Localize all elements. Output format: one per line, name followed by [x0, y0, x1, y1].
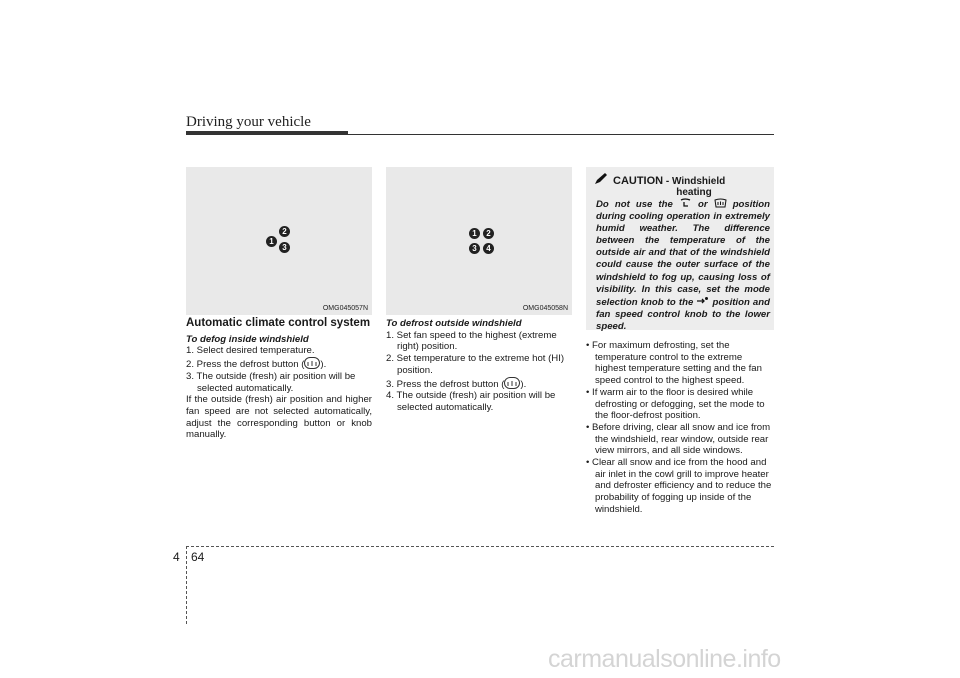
figure-code: OMG045058N	[522, 305, 568, 312]
step-text: 2. Press the defrost button (	[186, 359, 305, 371]
caution-text	[596, 198, 770, 333]
step: 4. The outside (fresh) air position will be selected automatically.	[386, 390, 556, 413]
callout-marker: 3	[469, 243, 480, 254]
step: 2. Set temperature to the extreme hot (HI) position.	[386, 353, 565, 376]
note-paragraph: If the outside (fresh) air position and higher fan speed are not selected automatically, adjust the corresponding button or knob manually.	[186, 394, 372, 441]
defrost-button-icon	[304, 357, 320, 369]
callout-marker: 4	[483, 243, 494, 254]
defrost-button-icon	[504, 377, 520, 389]
figure-climate-panel-2	[386, 167, 572, 315]
caution-label: CAUTION	[613, 175, 664, 187]
step	[386, 377, 572, 391]
step-text: ).	[520, 378, 527, 390]
step: 3. The outside (fresh) air position will be selected automatically.	[186, 370, 356, 394]
list-item: • If warm air to the floor is desired while defrosting or defogging, set the mode to the floor-defrost position.	[586, 386, 765, 422]
subsection-title: To defrost outside windshield	[386, 318, 522, 329]
defrost-icon	[714, 198, 727, 208]
step-text: 3. Press the defrost button (	[386, 378, 505, 390]
page-number: 64	[191, 550, 205, 564]
list-item-text: Before driving, clear all snow and ice from the windshield, rear window, outside rear view mirrors, and all side windows.	[592, 421, 771, 457]
callout-marker: 3	[279, 242, 290, 253]
callout-marker: 1	[469, 228, 480, 239]
footer-rule	[186, 546, 774, 547]
section-defrost	[386, 318, 572, 414]
section-defog	[186, 318, 372, 441]
section-title: Automatic climate control system	[186, 317, 371, 329]
list-item: • Before driving, clear all snow and ice from the windshield, rear window, outside rear view mirrors, and all side windows.	[586, 421, 771, 457]
list-item: • For maximum defrosting, set the temperature control to the extreme highest temperature setting and the fan speed control to the highest speed.	[586, 340, 762, 387]
face-vent-icon	[696, 296, 709, 306]
list-item: • Clear all snow and ice from the hood and air inlet in the cowl grill to improve heater and defroster efficiency and to reduce the probability of fogging up inside of the windshield.	[586, 457, 772, 515]
subsection-title: To defog inside windshield	[186, 333, 309, 345]
pencil-icon	[594, 173, 608, 185]
figure-code: OMG045057N	[322, 305, 368, 312]
caution-text-part: position during cooling operation in extremely humid weather. The difference between the temperature of the outside air and that of the windshield could cause the outer surface of the windshield to fog up, causing loss of visibility. In this case, set the mode selection knob to the	[596, 199, 770, 308]
step	[186, 357, 372, 371]
list-item-text: If warm air to the floor is desired while defrosting or defogging, set the mode to the floor-defrost position.	[592, 386, 765, 422]
callout-marker: 1	[266, 236, 277, 247]
caution-text-part: Do not use the	[596, 199, 679, 210]
list-item-text: Clear all snow and ice from the hood and air inlet in the cowl grill to improve heater and defroster efficiency and to reduce the probability of fogging up inside of the windshield.	[592, 457, 772, 515]
page-header-title: Driving your vehicle	[186, 114, 311, 130]
watermark: carmanualsonline.info	[548, 645, 781, 673]
caution-subject: - Windshield	[663, 176, 726, 187]
floor-defrost-icon	[679, 198, 692, 208]
caution-box	[586, 167, 774, 330]
caution-subject-cont: heating	[676, 187, 712, 198]
header-rule	[186, 134, 774, 135]
footer-rule-vertical	[186, 546, 187, 624]
figure-climate-panel-1	[186, 167, 372, 315]
caution-text-part: position and fan speed control knob to the lower speed.	[596, 296, 770, 332]
callout-marker: 2	[279, 226, 290, 237]
caution-heading	[594, 173, 770, 198]
chapter-number: 4	[173, 550, 180, 564]
callout-marker: 2	[483, 228, 494, 239]
step: 1. Select desired temperature.	[186, 345, 315, 357]
step-text: ).	[320, 359, 327, 371]
step: 1. Set fan speed to the highest (extreme right) position.	[386, 329, 557, 353]
list-item-text: For maximum defrosting, set the temperature control to the extreme highest temperature setting and the fan speed control to the highest speed.	[592, 340, 762, 387]
caution-text-part: or	[691, 199, 714, 210]
tips-list	[586, 340, 774, 516]
